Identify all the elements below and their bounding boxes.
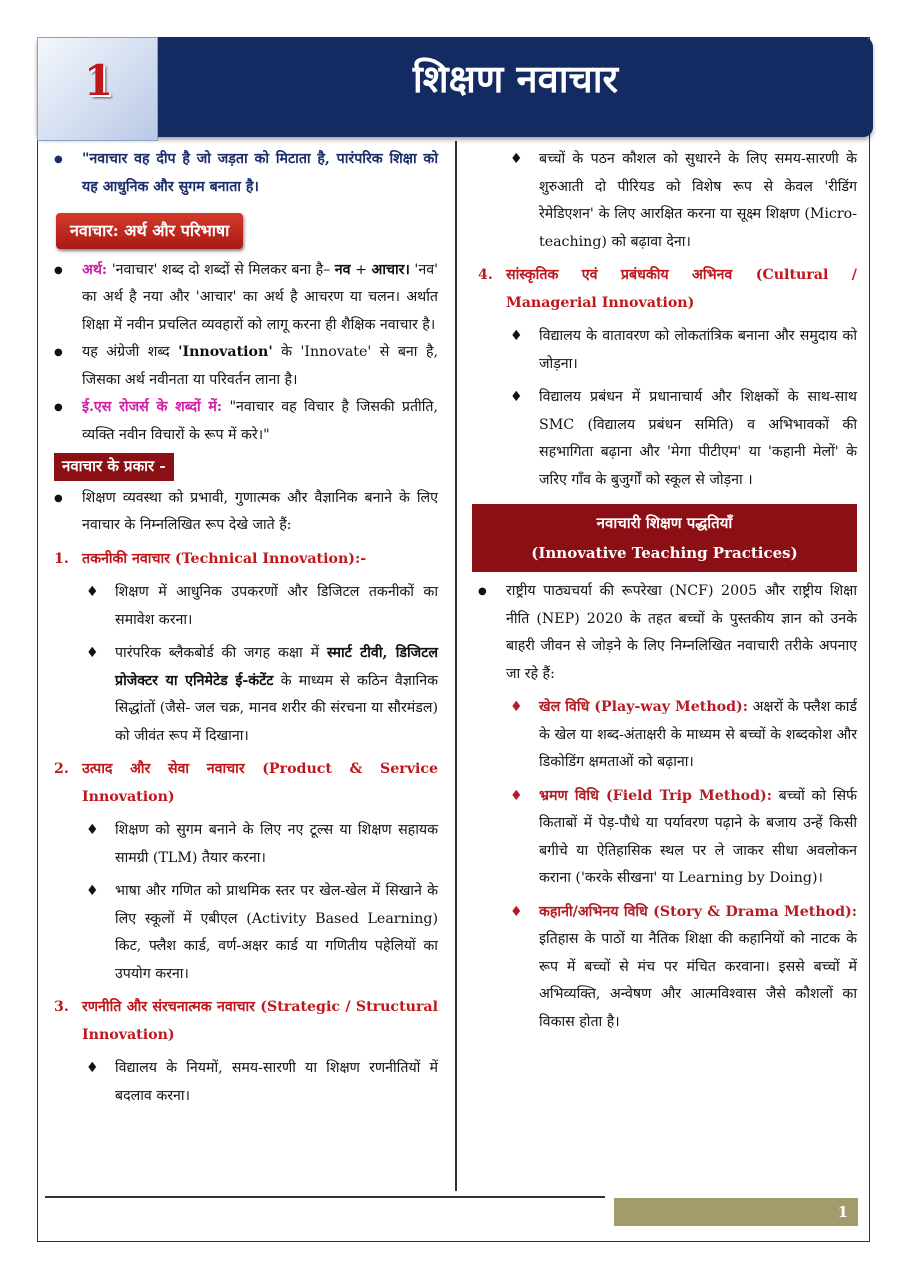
practices-intro: ● राष्ट्रीय पाठ्यचर्या की रूपरेखा (NCF) 2005 और राष्ट्रीय शिक्षा नीति (NEP) 2020 के तहत बच्चों के पुस्तकीय ज्ञान को उनके बाहरी जीवन से जोड़ने के लिए निम्नलिखित नवाचारी तरीके अपनाए जा रहे हैं: (472, 578, 857, 688)
meaning-text-b: 'नव' का अर्थ है नया और 'आचार' का अर्थ है आचरण या चलन। अर्थात शिक्षा में नवीन प्रचलित व्यवहारों को लागू करना ही शैक्षिक नवाचार है। (82, 261, 438, 333)
chapter-number: 1 (83, 56, 114, 105)
practice-field-trip (472, 783, 857, 893)
meaning-heading: नवाचार: अर्थ और परिभाषा (56, 213, 243, 249)
meaning-item (48, 257, 438, 340)
type-3-detail-1: ♦ विद्यालय के नियमों, समय-सारणी या शिक्षण रणनीतियों में बदलाव करना। (48, 1055, 438, 1110)
footer-line (45, 1196, 605, 1198)
practices-heading-hindi: नवाचारी शिक्षण पद्धतियाँ (596, 514, 733, 532)
type-1-detail-2 (48, 640, 438, 750)
page-number-box (614, 1198, 858, 1226)
type-3-detail-2: ♦ बच्चों के पठन कौशल को सुधारने के लिए समय-सारणी के शुरुआती दो पीरियड को विशेष रूप से केवल 'रीडिंग रेमेडिएशन' के लिए आरक्षित करना या सूक्ष्म शिक्षण (Micro-teaching) को बढ़ावा देना। (472, 146, 857, 256)
type-3-title-text: रणनीति और संरचनात्मक नवाचार (Strategic / Structural Innovation) (82, 999, 438, 1043)
practice-play-way (472, 694, 857, 777)
rogers-text: "नवाचार वह विचार है जिसकी प्रतीति, व्यक्ति नवीन विचारों के रूप में करे।" (82, 399, 438, 443)
meaning-nav: नव (334, 261, 351, 278)
english-text-a: यह अंग्रेजी शब्द (82, 344, 179, 360)
right-column (472, 146, 857, 1036)
type-2-detail-2: ♦ भाषा और गणित को प्राथमिक स्तर पर खेल-खेल में सिखाने के लिए स्कूलों में एबीएल (Activity Based Learning) किट, फ्लैश कार्ड, वर्ण-अक्षर कार्ड या गणितीय पहेलियों का उपयोग करना। (48, 878, 438, 988)
type-4-title-text: सांस्कृतिक एवं प्रबंधकीय अभिनव (Cultural / Managerial Innovation) (506, 267, 857, 311)
types-heading: नवाचार के प्रकार - (54, 453, 174, 481)
type-2-title-text: उत्पाद और सेवा नवाचार (Product & Service Innovation) (82, 761, 438, 805)
practice-story-drama-title: कहानी/अभिनय विधि (Story & Drama Method): (539, 903, 857, 920)
type-4-detail-2: ♦ विद्यालय प्रबंधन में प्रधानाचार्य और शिक्षकों के साथ-साथ SMC (विद्यालय प्रबंधन समिति) व अभिभावकों की सहभागिता बढ़ाना और 'मेगा पीटीएम' या 'कहानी मेलों' के जरिए गाँव के बुजुर्गों को स्कूल से जोड़ना । (472, 384, 857, 494)
type-1-title (48, 546, 438, 574)
type-1-number: 1. (54, 550, 69, 567)
meaning-text-a: 'नवाचार' शब्द दो शब्दों से मिलकर बना है– (107, 261, 335, 278)
practices-heading (472, 504, 857, 572)
type-2-title (48, 756, 438, 811)
type-2-detail-1: ♦ शिक्षण को सुगम बनाने के लिए नए टूल्स या शिक्षण सहायक सामग्री (TLM) तैयार करना। (48, 817, 438, 872)
practice-play-way-text: अक्षरों के फ्लैश कार्ड के खेल या शब्द-अंताक्षरी के माध्यम से बच्चों के शब्दकोश और डिकोडिंग क्षमताओं को बढ़ाना। (539, 699, 857, 770)
type-1-detail-2-b: के माध्यम से कठिन वैज्ञानिक सिद्धांतों (जैसे- जल चक्र, मानव शरीर की संरचना या सौरमंडल) को जीवंत रूप में दिखाना। (115, 672, 438, 744)
chapter-number-box (37, 37, 158, 141)
rogers-label: ई.एस रोजर्स के शब्दों में: (82, 399, 223, 415)
intro-quote: ● "नवाचार वह दीप है जो जड़ता को मिटाता है, पारंपरिक शिक्षा को यह आधुनिक और सुगम बनाता है। (48, 146, 438, 201)
types-intro: ● शिक्षण व्यवस्था को प्रभावी, गुणात्मक और वैज्ञानिक बनाने के लिए नवाचार के निम्नलिखित रूप देखे जाते हैं: (48, 485, 438, 540)
type-4-detail-1: ♦ विद्यालय के वातावरण को लोकतांत्रिक बनाना और समुदाय को जोड़ना। (472, 323, 857, 378)
type-4-number: 4. (478, 267, 493, 283)
practice-field-trip-title: भ्रमण विधि (Field Trip Method): (539, 787, 772, 804)
column-divider (455, 141, 457, 1191)
chapter-title: शिक्षण नवाचार (412, 57, 619, 101)
type-1-detail-1: ♦ शिक्षण में आधुनिक उपकरणों और डिजिटल तकनीकों का समावेश करना। (48, 579, 438, 634)
type-1-detail-2-bold: स्मार्ट टीवी, डिजिटल प्रोजेक्टर या एनिमेटेड ई-कंटेंट (115, 645, 438, 689)
english-word-item (48, 339, 438, 394)
practice-play-way-title: खेल विधि (Play-way Method): (539, 699, 748, 715)
meaning-label: अर्थ: (82, 261, 108, 278)
english-word: 'Innovation' (178, 344, 273, 360)
left-column (48, 146, 438, 1110)
practices-heading-english: (Innovative Teaching Practices) (531, 544, 798, 562)
type-3-number: 3. (54, 999, 69, 1015)
rogers-item (48, 394, 438, 449)
practice-field-trip-text: बच्चों को सिर्फ किताबों में पेड़-पौधे या पर्यावरण पढ़ाने के बजाय उन्हें किसी बगीचे या ऐतिहासिक स्थल पर ले जाकर सीधा अवलोकन कराना ('करके सीखना' या Learning by Doing)। (539, 787, 857, 886)
type-4-title (472, 262, 857, 317)
practice-story-drama (472, 899, 857, 1037)
meaning-plus: + (350, 261, 372, 278)
type-1-detail-2-a: पारंपरिक ब्लैकबोर्ड की जगह कक्षा में (115, 645, 327, 661)
practice-story-drama-text: इतिहास के पाठों या नैतिक शिक्षा की कहानियों को नाटक के रूप में बच्चों से मंच पर मंचित करवाना। इससे बच्चों में अभिव्यक्ति, अन्वेषण और आत्मविश्वास जैसे कौशलों का विकास होता है। (539, 931, 857, 1030)
type-3-title (48, 994, 438, 1049)
page-number: 1 (837, 1203, 848, 1221)
meaning-achar: आचार। (371, 261, 410, 278)
type-1-title-text: तकनीकी नवाचार (Technical Innovation):- (82, 550, 367, 567)
english-text-b: के 'Innovate' से बना है, जिसका अर्थ नवीनता या परिवर्तन लाना है। (82, 344, 438, 388)
type-2-number: 2. (54, 761, 69, 777)
